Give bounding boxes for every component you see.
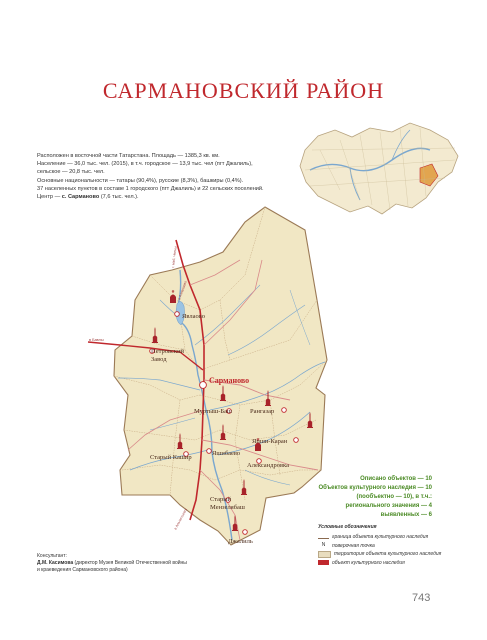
inset-map	[300, 123, 458, 214]
settlement-dot-center	[200, 382, 207, 389]
settlement-dot	[282, 408, 287, 413]
stats-line: Объектов культурного наследия — 10	[318, 485, 432, 491]
intro-line: Основные национальности — татары (90,4%), русские (8,3%), башкиры (0,4%).	[37, 177, 244, 184]
settlement-dot	[294, 438, 299, 443]
survey-point-icon: N	[321, 542, 326, 549]
center-prefix: Центр —	[37, 194, 62, 201]
legend-row	[318, 533, 448, 542]
road-label-aznakaevo: в Азнакаево	[177, 280, 188, 301]
consultant-label: Консультант:	[37, 553, 67, 559]
border-line-icon	[318, 538, 329, 539]
consultant-role-cont: и краеведения Сармановского района)	[37, 567, 128, 573]
legend-row	[318, 550, 448, 559]
objects-statistics	[300, 475, 432, 520]
stats-line: (пообъектно — 10), в т.ч.:	[356, 494, 432, 500]
settlement-dot	[175, 312, 180, 317]
settlement-label: Муртыш-Баш	[194, 408, 233, 415]
intro-line: Расположен в восточной части Татарстана. Площадь — 1385,3 кв. км.	[37, 153, 220, 159]
settlement-label-center: Сарманово	[209, 376, 250, 385]
territory-swatch-icon	[318, 551, 331, 558]
settlement-label: Явлаово	[182, 313, 205, 320]
road-label-v-bavly: в Бавлы	[89, 338, 104, 342]
page-number: 743	[412, 592, 431, 604]
settlement-label: Яшибаево	[212, 450, 241, 457]
settlement-label: Рангазар	[250, 408, 275, 415]
stats-line: регионального значения — 4	[345, 503, 432, 509]
settlement-label: Петровский	[151, 348, 185, 355]
settlement-label: Япши-Каран	[252, 438, 288, 445]
stats-line: выявленных — 6	[380, 512, 432, 518]
legend-label: территория объекта культурного наследия	[334, 551, 442, 558]
consultant-credit	[37, 553, 237, 574]
center-name: с. Сарманово	[61, 194, 100, 201]
intro-line: 37 населенных пунктов в составе 1 городского (пгт Джалиль) и 22 сельских поселений.	[37, 185, 264, 192]
settlement-dot	[243, 530, 248, 535]
road-label-almetevsk: в Альметьевск	[173, 507, 189, 531]
center-suffix: (7,6 тыс. чел.).	[99, 194, 139, 201]
settlement-label: Александровка	[247, 462, 289, 469]
legend-title: Условные обозначения	[318, 524, 377, 530]
settlement-label: Старый Кашир	[150, 454, 192, 461]
settlement-label: Старый	[210, 496, 232, 503]
consultant-line	[37, 560, 237, 567]
intro-line: сельское — 20,8 тыс. чел.	[37, 169, 105, 176]
settlement-label: Джалиль	[228, 538, 253, 545]
road-label-naberezhnye-chelny: г. Наб. Челны	[171, 245, 178, 269]
page-title: САРМАНОВСКИЙ РАЙОН	[102, 78, 385, 103]
consultant-name: Д.М. Касимова	[37, 560, 74, 566]
legend-row	[318, 542, 448, 551]
legend-label: поверочная точка	[332, 542, 375, 549]
map-legend	[318, 524, 448, 567]
consultant-role: (директор Музея Великой Отечественной войны	[73, 560, 187, 566]
legend-label: граница объекта культурного наследия	[332, 534, 429, 541]
intro-line: Население — 36,0 тыс. чел. (2015), в т.ч. городское — 13,9 тыс. чел (пгт Джалиль),	[37, 161, 253, 168]
settlement-label: Завод	[151, 356, 167, 363]
object-swatch-icon	[318, 560, 329, 565]
legend-label: объект культурного наследия	[332, 559, 405, 566]
stats-line: Описано объектов — 10	[360, 476, 432, 482]
legend-row	[318, 559, 448, 568]
settlement-dot	[207, 449, 212, 454]
settlement-label: Мензелябаш	[210, 504, 245, 511]
